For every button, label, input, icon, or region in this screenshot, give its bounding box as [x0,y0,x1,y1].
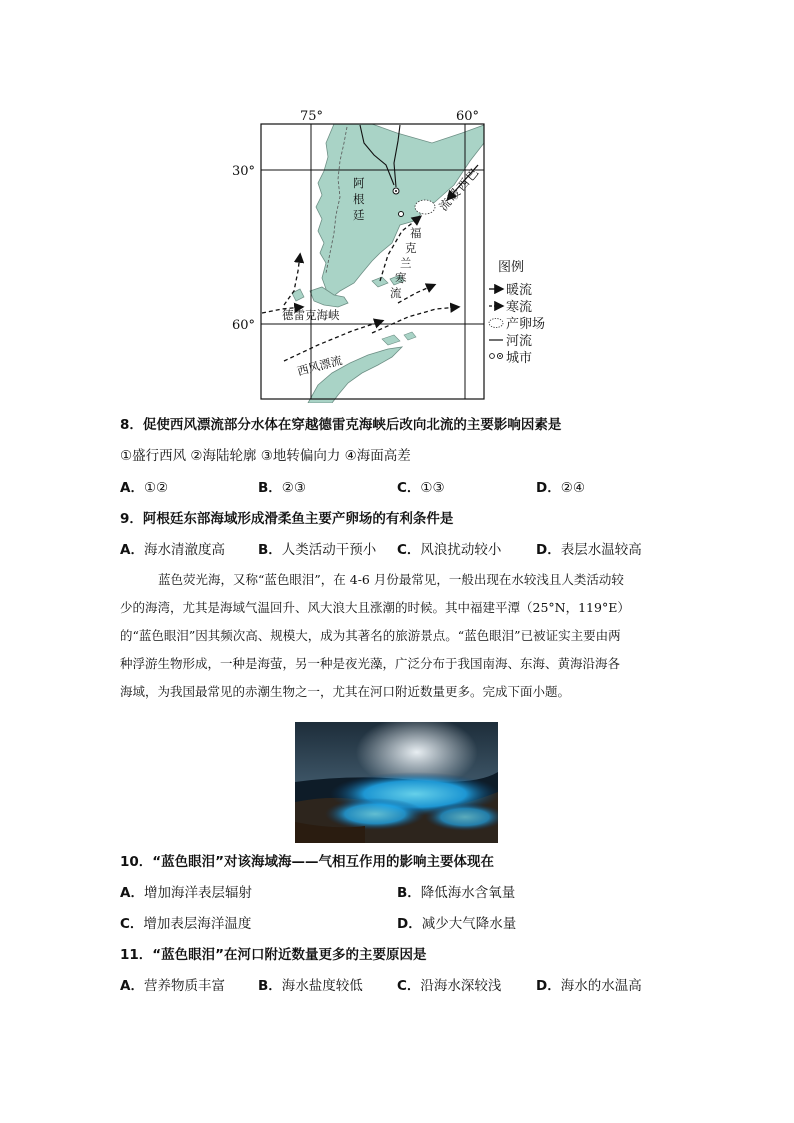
strait-label: 德雷克海峡 [282,308,340,322]
passage-line-5: 海域，为我国最常见的赤潮生物之一，尤其在河口附近数量更多。完成下面小题。 [120,684,571,699]
legend-title: 图例 [498,260,525,275]
east-branch-current-arrow [398,285,434,303]
cold-current-char-1: 福 [410,226,422,240]
q9-option-c[interactable]: C．风浪扰动较小 [397,542,502,558]
q8-option-d[interactable]: D．②④ [536,480,585,496]
legend-city: 城市 [506,351,533,366]
q8-factors: ①盛行西风 ②海陆轮廓 ③地转偏向力 ④海面高差 [120,448,411,464]
city-mar-del-plata-icon [399,212,404,217]
warm-current-char-1: 巴 [463,165,482,184]
q10-option-a[interactable]: A．增加海洋表层辐射 [120,885,252,901]
passage-line-2: 少的海湾，尤其是海域气温回升、风大浪大且涨潮的时候。其中福建平潭（25°N，119°E） [120,600,630,615]
cold-current-char-4: 寒 [395,271,407,285]
legend-river: 河流 [506,334,533,349]
lon-label-75: 75° [300,109,324,124]
q10-stem: 10．“蓝色眼泪”对该海域海——气相互作用的影响主要体现在 [120,854,495,870]
q11-option-b[interactable]: B．海水盐度较低 [258,978,363,994]
q9-option-b[interactable]: B．人类活动干预小 [258,542,377,558]
passage-line-1: 蓝色荧光海，又称“蓝色眼泪”，在 4-6 月份最常见，一般出现在水较浅且人类活动较 [158,572,624,587]
q10-option-d[interactable]: D．减少大气降水量 [397,916,517,932]
cold-current-char-3: 兰 [400,256,412,270]
legend-warm: 暖流 [506,283,533,298]
q9-stem: 9．阿根廷东部海域形成滑柔鱼主要产卵场的有利条件是 [120,511,454,527]
q9-option-a[interactable]: A．海水清澈度高 [120,542,225,558]
q9-option-d[interactable]: D．表层水温较高 [536,542,642,558]
country-label-ting: 廷 [353,208,365,222]
west-wind-drift-label: 西风漂流 [295,352,344,379]
ocean-current-map [222,103,562,403]
land-south-shetland [382,332,416,345]
q11-option-c[interactable]: C．沿海水深较浅 [397,978,502,994]
legend-spawning: 产卵场 [506,317,546,332]
passage-line-3: 的“蓝色眼泪”因其频次高、规模大，成为其著名的旅游景点。“蓝色眼泪”已被证实主要由两 [120,628,621,643]
warm-current-char-3: 暖 [445,185,464,204]
q11-option-d[interactable]: D．海水的水温高 [536,978,642,994]
warm-current-char-4: 流 [436,195,455,214]
q8-stem: 8．促使西风漂流部分水体在穿越德雷克海峡后改向北流的主要影响因素是 [120,417,562,433]
q10-option-c[interactable]: C．增加表层海洋温度 [120,916,252,932]
map-frame [261,124,484,403]
lat-label-60: 60° [232,318,256,333]
q11-option-a[interactable]: A．营养物质丰富 [120,978,225,994]
country-label-a: 阿 [353,176,365,190]
cold-current-char-2: 克 [405,241,417,255]
q11-stem: 11．“蓝色眼泪”在河口附近数量更多的主要原因是 [120,947,427,963]
spawning-ground-icon [415,200,435,214]
blue-tears-photo [295,722,498,843]
land-antarctic-peninsula [308,347,402,403]
warm-current-char-2: 西 [454,175,473,194]
reading-passage [120,566,682,706]
q10-option-b[interactable]: B．降低海水含氧量 [397,885,516,901]
west-wind-drift-arrow-2 [372,307,458,333]
lat-label-30: 30° [232,164,256,179]
q8-option-b[interactable]: B．②③ [258,480,307,496]
cold-current-char-5: 流 [390,286,402,300]
q8-option-c[interactable]: C．①③ [397,480,445,496]
legend-icons [489,289,503,359]
passage-line-4: 种浮游生物形成，一种是海萤，另一种是夜光藻，广泛分布于我国南海、东海、黄海沿海各 [120,656,621,671]
lon-label-60: 60° [456,109,480,124]
country-label-gen: 根 [353,192,365,206]
legend-cold: 寒流 [506,300,533,315]
q8-option-a[interactable]: A．①② [120,480,169,496]
